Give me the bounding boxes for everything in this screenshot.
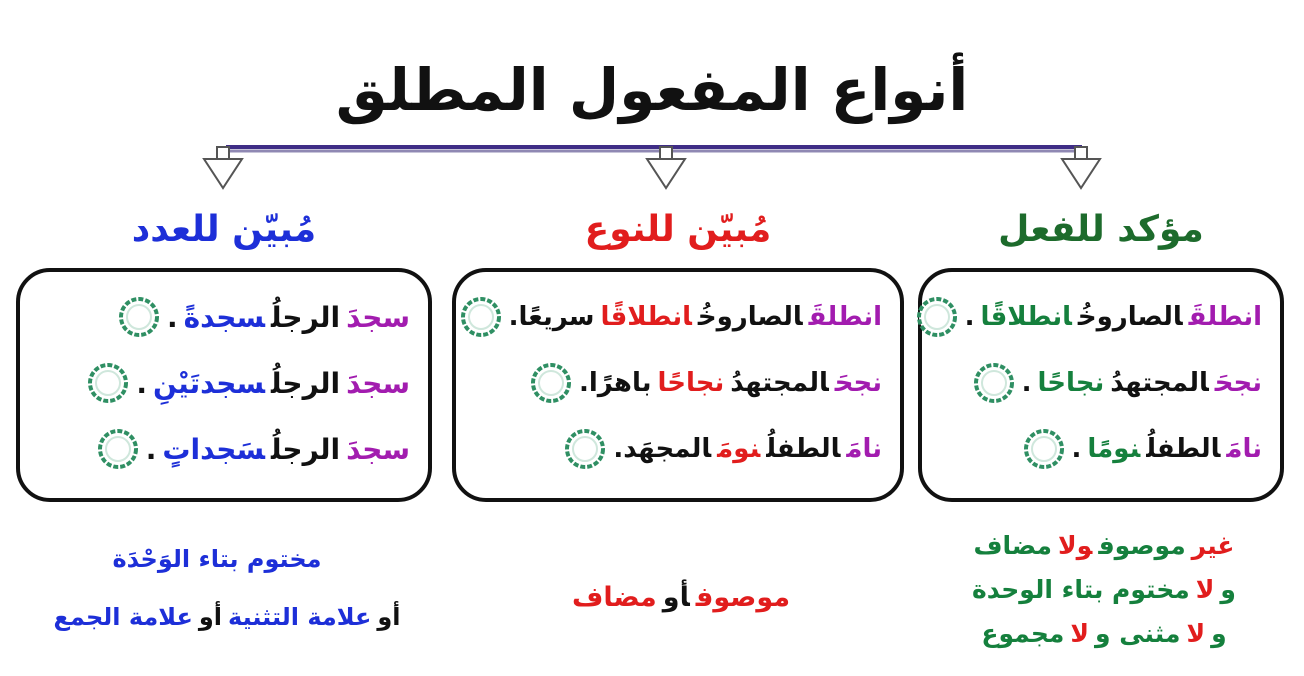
circle-bullet-icon bbox=[1022, 427, 1066, 471]
example-verb: نامَ bbox=[846, 434, 882, 464]
example-sentence bbox=[1016, 368, 1262, 398]
diagram-title: أنواع المفعول المطلق bbox=[335, 56, 969, 124]
example-verb: انطلقَ bbox=[1188, 302, 1262, 332]
examples-box-emphatic bbox=[918, 268, 1284, 502]
example-row bbox=[519, 358, 882, 408]
condition-line bbox=[918, 524, 1284, 568]
note-word: مختوم بتاء الوَحْدَة bbox=[112, 545, 322, 573]
heading-emphatic: مؤكد للفعل bbox=[998, 209, 1204, 250]
example-subject: الرجلُ bbox=[270, 366, 341, 400]
note-word: علامة الجمع bbox=[53, 603, 193, 631]
example-sentence bbox=[140, 433, 410, 466]
note-word: مثنى و bbox=[1095, 619, 1181, 648]
condition-note-emphatic bbox=[918, 524, 1284, 656]
example-verb: نامَ bbox=[1226, 434, 1262, 464]
example-maf'ul: سَجداتٍ bbox=[162, 432, 265, 466]
example-verb: نجحَ bbox=[834, 368, 882, 398]
example-maf'ul: سجدتَيْنِ bbox=[152, 366, 265, 400]
note-word: أو bbox=[377, 603, 401, 631]
example-subject: الرجلُ bbox=[270, 300, 341, 334]
example-end: . bbox=[964, 302, 975, 332]
circle-bullet-icon bbox=[96, 427, 140, 471]
connector-arrow-right bbox=[1062, 147, 1100, 188]
example-verb: انطلقَ bbox=[808, 302, 882, 332]
example-subject: المجتهدُ bbox=[730, 368, 829, 398]
circle-bullet-icon bbox=[459, 295, 503, 339]
example-verb: سجدَ bbox=[346, 366, 410, 400]
example-maf'ul: انطلاقًا bbox=[600, 302, 692, 332]
example-subject: المجتهدُ bbox=[1110, 368, 1209, 398]
example-row bbox=[905, 292, 1262, 342]
example-maf'ul: نومًا bbox=[1087, 434, 1141, 464]
note-word: موصوف bbox=[695, 582, 791, 613]
example-maf'ul: نجاحًا bbox=[657, 368, 725, 398]
note-word: أو bbox=[198, 603, 223, 631]
example-verb: سجدَ bbox=[346, 432, 410, 466]
note-word: مختوم بتاء الوحدة bbox=[972, 575, 1190, 604]
example-sentence bbox=[1066, 434, 1262, 464]
condition-line bbox=[16, 588, 432, 646]
circle-bullet-icon bbox=[529, 361, 573, 405]
circle-bullet-icon bbox=[972, 361, 1016, 405]
condition-line bbox=[918, 612, 1284, 656]
condition-line bbox=[918, 568, 1284, 612]
example-sentence bbox=[959, 302, 1262, 332]
condition-line bbox=[452, 576, 904, 620]
circle-bullet-icon bbox=[915, 295, 959, 339]
circle-bullet-icon bbox=[117, 295, 161, 339]
example-end: . bbox=[145, 432, 157, 466]
example-sentence bbox=[607, 434, 882, 464]
note-word: موصوف bbox=[1098, 531, 1186, 560]
example-row bbox=[107, 292, 410, 342]
example-descriptor: باهرًا. bbox=[578, 368, 652, 398]
example-verb: نجحَ bbox=[1214, 368, 1262, 398]
example-subject: الصاروخُ bbox=[697, 302, 803, 332]
condition-note-type bbox=[452, 576, 904, 620]
note-word: مجموع bbox=[981, 619, 1065, 648]
note-word: و bbox=[1211, 619, 1227, 648]
examples-box-type bbox=[452, 268, 904, 502]
example-verb: سجدَ bbox=[346, 300, 410, 334]
note-word: مضاف bbox=[973, 531, 1053, 560]
example-end: . bbox=[166, 300, 178, 334]
example-row bbox=[962, 358, 1262, 408]
example-subject: الصاروخُ bbox=[1077, 302, 1183, 332]
circle-bullet-icon bbox=[86, 361, 130, 405]
example-subject: الرجلُ bbox=[270, 432, 341, 466]
note-word: أو bbox=[662, 582, 690, 613]
note-word: علامة التثنية bbox=[228, 603, 372, 631]
example-sentence bbox=[130, 367, 410, 400]
examples-box-number bbox=[16, 268, 432, 502]
example-row bbox=[86, 424, 410, 474]
heading-number: مُبيّن للعدد bbox=[131, 209, 317, 250]
example-sentence bbox=[161, 301, 410, 334]
example-descriptor: المجهَد. bbox=[613, 434, 712, 464]
example-maf'ul: انطلاقًا bbox=[980, 302, 1072, 332]
note-word: لا bbox=[1186, 619, 1206, 648]
heading-type: مُبيّن للنوع bbox=[584, 209, 772, 250]
example-row bbox=[449, 292, 882, 342]
connector-arrow-middle bbox=[647, 147, 685, 188]
note-word: غير bbox=[1191, 531, 1235, 560]
note-word: ولا bbox=[1058, 531, 1093, 560]
example-maf'ul: نجاحًا bbox=[1037, 368, 1105, 398]
condition-line bbox=[16, 530, 432, 588]
circle-bullet-icon bbox=[563, 427, 607, 471]
example-end: . bbox=[1021, 368, 1032, 398]
example-sentence bbox=[573, 368, 882, 398]
example-maf'ul: نومَ bbox=[717, 434, 761, 464]
example-row bbox=[553, 424, 882, 474]
example-sentence bbox=[503, 302, 882, 332]
note-word: مضاف bbox=[571, 582, 657, 613]
note-word: و bbox=[1220, 575, 1236, 604]
example-descriptor: سريعًا. bbox=[508, 302, 595, 332]
example-maf'ul: سجدةً bbox=[183, 300, 265, 334]
note-word: لا bbox=[1195, 575, 1215, 604]
condition-note-number bbox=[16, 530, 432, 646]
connector-arrow-left bbox=[204, 147, 242, 188]
example-row bbox=[1012, 424, 1262, 474]
note-word: لا bbox=[1070, 619, 1090, 648]
example-end: . bbox=[136, 366, 147, 400]
example-end: . bbox=[1071, 434, 1082, 464]
example-row bbox=[76, 358, 410, 408]
example-subject: الطفلُ bbox=[766, 434, 841, 464]
example-subject: الطفلُ bbox=[1146, 434, 1221, 464]
